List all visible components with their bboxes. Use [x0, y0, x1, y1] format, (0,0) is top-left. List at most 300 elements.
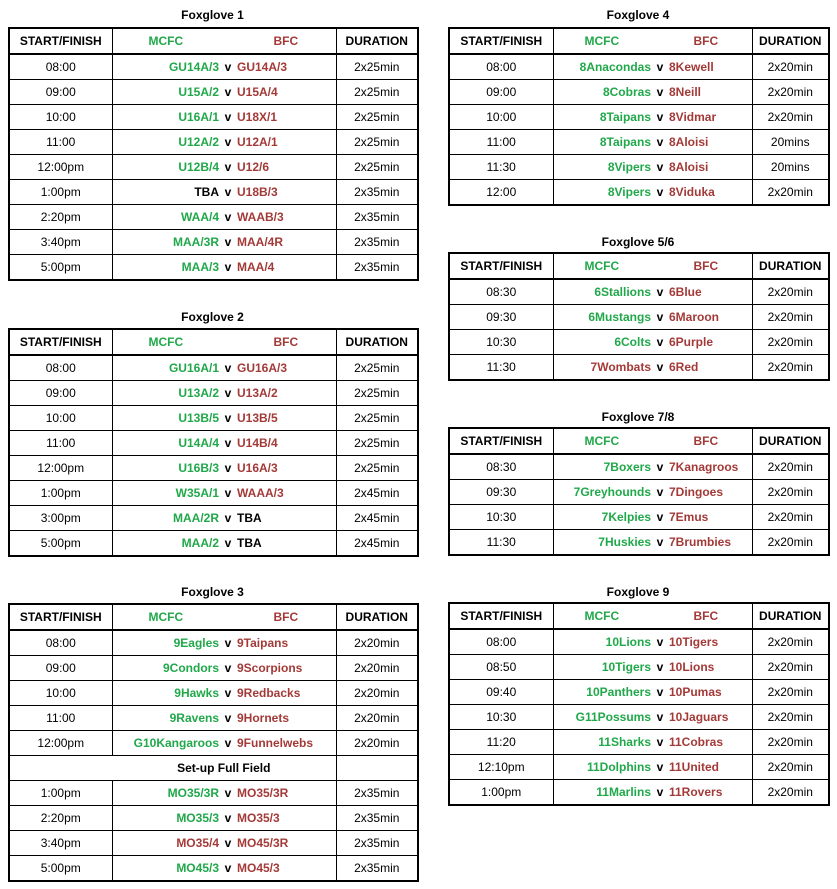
duration-cell: 2x20min — [752, 680, 829, 705]
duration-cell: 2x20min — [752, 180, 829, 206]
home-team: U14A/4 — [178, 436, 219, 450]
table-row — [9, 706, 418, 731]
away-team: MO45/3 — [237, 861, 280, 875]
duration-cell: 2x20min — [752, 355, 829, 381]
home-team: MO35/3 — [176, 811, 219, 825]
home-team: G10Kangaroos — [133, 736, 219, 750]
duration-cell: 2x20min — [752, 454, 829, 480]
time-cell: 10:00 — [9, 681, 112, 706]
match-cell — [553, 305, 752, 330]
table-row — [9, 806, 418, 831]
header-start-finish: START/FINISH — [9, 604, 112, 630]
versus-label: v — [656, 485, 664, 499]
header-home-club: MCFC — [584, 259, 620, 273]
home-team: MAA/2 — [181, 536, 219, 550]
away-team: U18B/3 — [237, 185, 278, 199]
versus-label: v — [656, 85, 664, 99]
table-row — [9, 381, 418, 406]
away-team: 7Brumbies — [669, 535, 732, 549]
duration-cell: 2x20min — [752, 80, 829, 105]
table-row — [9, 230, 418, 255]
home-team: 6Colts — [614, 335, 651, 349]
match-cell — [553, 279, 752, 305]
header-home-club: MCFC — [584, 609, 620, 623]
away-team: 10Pumas — [669, 685, 722, 699]
duration-cell: 2x20min — [336, 630, 418, 656]
table-row — [9, 630, 418, 656]
match-cell — [553, 655, 752, 680]
header-match — [553, 28, 752, 54]
match-cell — [112, 781, 336, 806]
away-team: 10Lions — [669, 660, 715, 674]
table-row — [9, 781, 418, 806]
header-duration: DURATION — [752, 603, 829, 629]
time-cell: 12:00pm — [9, 456, 112, 481]
away-team: 10Tigers — [669, 635, 719, 649]
table-row — [449, 155, 829, 180]
time-cell: 09:30 — [449, 305, 553, 330]
time-cell: 12:10pm — [449, 755, 553, 780]
home-team: 11Marlins — [596, 785, 651, 799]
match-cell — [112, 856, 336, 882]
duration-cell: 2x35min — [336, 781, 418, 806]
versus-label: v — [224, 861, 232, 875]
versus-label: v — [656, 185, 664, 199]
time-cell: 08:00 — [9, 54, 112, 80]
table-row — [449, 530, 829, 556]
duration-cell: 2x25min — [336, 381, 418, 406]
home-team: GU16A/1 — [168, 361, 219, 375]
table-row — [9, 180, 418, 205]
home-team: 9Eagles — [173, 636, 219, 650]
time-cell: 09:40 — [449, 680, 553, 705]
block-title: Foxglove 2 — [181, 310, 244, 324]
match-cell — [112, 230, 336, 255]
match-cell — [553, 54, 752, 80]
table-row — [449, 655, 829, 680]
duration-cell: 2x25min — [336, 456, 418, 481]
match-cell — [553, 130, 752, 155]
home-team: 7Huskies — [598, 535, 651, 549]
versus-label: v — [656, 760, 664, 774]
table-row — [9, 681, 418, 706]
table-row — [9, 130, 418, 155]
home-team: TBA — [194, 185, 219, 199]
duration-cell: 2x20min — [752, 279, 829, 305]
header-match — [553, 253, 752, 279]
home-team: 8Vipers — [607, 185, 651, 199]
match-cell — [553, 530, 752, 556]
block-title: Foxglove 7/8 — [601, 410, 675, 424]
header-start-finish: START/FINISH — [449, 253, 553, 279]
away-team: MO45/3R — [237, 836, 289, 850]
versus-label: v — [224, 135, 232, 149]
time-cell: 08:30 — [449, 279, 553, 305]
duration-cell: 2x25min — [336, 54, 418, 80]
duration-cell: 2x20min — [752, 480, 829, 505]
versus-label: v — [224, 786, 232, 800]
home-team: 7Wombats — [590, 360, 651, 374]
header-start-finish: START/FINISH — [449, 603, 553, 629]
header-start-finish: START/FINISH — [9, 329, 112, 355]
table-row — [449, 780, 829, 806]
versus-label: v — [224, 185, 232, 199]
time-cell: 08:00 — [9, 355, 112, 381]
away-team: GU14A/3 — [237, 60, 288, 74]
note-duration-empty — [336, 756, 418, 781]
match-cell — [112, 105, 336, 130]
header-start-finish: START/FINISH — [449, 28, 553, 54]
away-team: WAAB/3 — [237, 210, 284, 224]
time-cell: 12:00 — [449, 180, 553, 206]
away-team: U16A/3 — [237, 461, 278, 475]
schedule-table — [448, 27, 830, 206]
versus-label: v — [224, 811, 232, 825]
home-team: MAA/3R — [172, 235, 219, 249]
versus-label: v — [224, 636, 232, 650]
home-team: 8Vipers — [607, 160, 651, 174]
away-team: 6Blue — [669, 285, 702, 299]
header-home-club: MCFC — [584, 434, 620, 448]
match-cell — [553, 680, 752, 705]
duration-cell: 2x20min — [752, 505, 829, 530]
table-row — [449, 454, 829, 480]
time-cell: 08:00 — [449, 54, 553, 80]
schedule-table — [448, 602, 830, 806]
match-cell — [112, 656, 336, 681]
home-team: W35A/1 — [175, 486, 219, 500]
away-team: 11United — [669, 760, 720, 774]
time-cell: 1:00pm — [9, 180, 112, 205]
table-row — [9, 656, 418, 681]
block-title: Foxglove 1 — [181, 8, 244, 22]
duration-cell: 2x35min — [336, 180, 418, 205]
time-cell: 1:00pm — [9, 481, 112, 506]
home-team: MO35/3R — [167, 786, 219, 800]
versus-label: v — [656, 510, 664, 524]
time-cell: 11:00 — [9, 431, 112, 456]
duration-cell: 2x20min — [336, 706, 418, 731]
home-team: 6Stallions — [594, 285, 651, 299]
versus-label: v — [656, 685, 664, 699]
time-cell: 5:00pm — [9, 531, 112, 557]
duration-cell: 2x20min — [752, 629, 829, 655]
duration-cell: 2x20min — [752, 330, 829, 355]
header-row — [449, 428, 829, 454]
away-team: 7Emus — [669, 510, 709, 524]
table-row — [449, 629, 829, 655]
away-team: U13A/2 — [237, 386, 278, 400]
table-row — [449, 330, 829, 355]
time-cell: 08:00 — [449, 629, 553, 655]
schedule-table — [8, 27, 419, 281]
schedule-table — [448, 252, 830, 381]
duration-cell: 2x45min — [336, 481, 418, 506]
match-cell — [553, 505, 752, 530]
duration-cell: 2x20min — [752, 54, 829, 80]
duration-cell: 2x20min — [752, 755, 829, 780]
duration-cell: 2x35min — [336, 230, 418, 255]
table-row — [449, 705, 829, 730]
duration-cell: 2x20min — [752, 655, 829, 680]
time-cell: 08:30 — [449, 454, 553, 480]
duration-cell: 2x25min — [336, 355, 418, 381]
header-away-club: BFC — [273, 610, 299, 624]
home-team: MAA/2R — [172, 511, 219, 525]
block-title: Foxglove 9 — [606, 585, 670, 599]
match-cell — [112, 255, 336, 281]
away-team: 9Taipans — [237, 636, 289, 650]
home-team: WAA/4 — [180, 210, 219, 224]
home-team: 6Mustangs — [588, 310, 651, 324]
away-team: TBA — [237, 536, 262, 550]
time-cell: 11:00 — [9, 706, 112, 731]
header-away-club: BFC — [693, 609, 719, 623]
time-cell: 08:50 — [449, 655, 553, 680]
time-cell: 08:00 — [9, 630, 112, 656]
match-cell — [553, 105, 752, 130]
match-cell — [553, 755, 752, 780]
header-duration: DURATION — [336, 28, 418, 54]
header-match — [112, 329, 336, 355]
header-match — [112, 604, 336, 630]
versus-label: v — [224, 836, 232, 850]
time-cell: 10:30 — [449, 505, 553, 530]
away-team: 8Vidmar — [669, 110, 717, 124]
home-team: MO45/3 — [176, 861, 219, 875]
versus-label: v — [656, 535, 664, 549]
duration-cell: 2x20min — [336, 731, 418, 756]
table-row — [449, 755, 829, 780]
home-team: 11Sharks — [598, 735, 651, 749]
match-cell — [112, 481, 336, 506]
versus-label: v — [224, 661, 232, 675]
duration-cell: 2x20min — [752, 730, 829, 755]
away-team: 11Cobras — [669, 735, 724, 749]
table-row — [9, 205, 418, 230]
away-team: 9Scorpions — [237, 661, 303, 675]
header-row — [449, 253, 829, 279]
match-cell — [112, 80, 336, 105]
time-cell: 09:00 — [9, 656, 112, 681]
home-team: U13B/5 — [178, 411, 219, 425]
home-team: 8Cobras — [602, 85, 651, 99]
duration-cell: 2x25min — [336, 130, 418, 155]
time-cell: 11:00 — [9, 130, 112, 155]
away-team: MO35/3R — [237, 786, 289, 800]
versus-label: v — [224, 160, 232, 174]
table-row — [449, 105, 829, 130]
duration-cell: 2x20min — [752, 530, 829, 556]
away-team: 7Kanagroos — [669, 460, 739, 474]
time-cell: 2:20pm — [9, 806, 112, 831]
away-team: 6Purple — [669, 335, 714, 349]
versus-label: v — [224, 361, 232, 375]
duration-cell: 2x25min — [336, 105, 418, 130]
home-team: 10Tigers — [601, 660, 651, 674]
versus-label: v — [656, 710, 664, 724]
versus-label: v — [224, 736, 232, 750]
duration-cell: 2x25min — [336, 406, 418, 431]
note-spacer — [9, 756, 112, 781]
versus-label: v — [224, 210, 232, 224]
duration-cell: 2x35min — [336, 255, 418, 281]
duration-cell: 2x25min — [336, 80, 418, 105]
header-duration: DURATION — [752, 253, 829, 279]
table-row — [449, 480, 829, 505]
duration-cell: 2x20min — [752, 780, 829, 806]
home-team: 7Greyhounds — [573, 485, 651, 499]
time-cell: 10:00 — [449, 105, 553, 130]
versus-label: v — [656, 310, 664, 324]
away-team: MAA/4 — [237, 260, 275, 274]
header-home-club: MCFC — [148, 610, 184, 624]
duration-cell: 20mins — [752, 130, 829, 155]
time-cell: 5:00pm — [9, 255, 112, 281]
away-team: 6Red — [669, 360, 699, 374]
versus-label: v — [224, 536, 232, 550]
time-cell: 5:00pm — [9, 856, 112, 882]
home-team: U16B/3 — [178, 461, 219, 475]
match-cell — [553, 629, 752, 655]
header-away-club: BFC — [693, 434, 719, 448]
away-team: TBA — [237, 511, 262, 525]
table-row — [449, 54, 829, 80]
schedule-table — [8, 328, 419, 557]
match-cell — [112, 506, 336, 531]
time-cell: 09:00 — [9, 80, 112, 105]
away-team: U13B/5 — [237, 411, 278, 425]
match-cell — [112, 54, 336, 80]
home-team: U12A/2 — [178, 135, 219, 149]
match-cell — [112, 706, 336, 731]
table-row — [449, 505, 829, 530]
away-team: 10Jaguars — [669, 710, 729, 724]
duration-cell: 2x45min — [336, 531, 418, 557]
versus-label: v — [224, 260, 232, 274]
time-cell: 09:00 — [9, 381, 112, 406]
versus-label: v — [224, 436, 232, 450]
away-team: U18X/1 — [237, 110, 278, 124]
table-row — [9, 481, 418, 506]
versus-label: v — [224, 486, 232, 500]
time-cell: 1:00pm — [9, 781, 112, 806]
duration-cell: 2x20min — [752, 705, 829, 730]
versus-label: v — [656, 785, 664, 799]
home-team: 7Kelpies — [601, 510, 651, 524]
duration-cell: 2x35min — [336, 806, 418, 831]
match-cell — [112, 681, 336, 706]
home-team: U15A/2 — [178, 85, 219, 99]
home-team: MO35/4 — [176, 836, 219, 850]
time-cell: 1:00pm — [449, 780, 553, 806]
home-team: G11Possums — [575, 710, 651, 724]
time-cell: 3:40pm — [9, 831, 112, 856]
home-team: U12B/4 — [178, 160, 219, 174]
block-title: Foxglove 4 — [606, 8, 670, 22]
time-cell: 09:30 — [449, 480, 553, 505]
table-row — [9, 856, 418, 882]
table-row — [9, 406, 418, 431]
versus-label: v — [656, 360, 664, 374]
time-cell: 12:00pm — [9, 731, 112, 756]
versus-label: v — [224, 60, 232, 74]
match-cell — [553, 480, 752, 505]
table-row — [449, 180, 829, 206]
table-row — [449, 130, 829, 155]
home-team: 9Ravens — [169, 711, 219, 725]
away-team: U12A/1 — [237, 135, 278, 149]
match-cell — [553, 80, 752, 105]
table-row — [9, 155, 418, 180]
duration-cell: 2x20min — [752, 105, 829, 130]
away-team: 11Rovers — [669, 785, 723, 799]
home-team: 9Condors — [162, 661, 219, 675]
match-cell — [112, 355, 336, 381]
duration-cell: 2x45min — [336, 506, 418, 531]
versus-label: v — [656, 110, 664, 124]
away-team: 9Redbacks — [237, 686, 301, 700]
away-team: 8Viduka — [669, 185, 715, 199]
time-cell: 12:00pm — [9, 155, 112, 180]
header-duration: DURATION — [336, 329, 418, 355]
header-row — [9, 604, 418, 630]
away-team: 8Aloisi — [669, 160, 709, 174]
table-row — [9, 54, 418, 80]
versus-label: v — [224, 110, 232, 124]
table-row — [449, 680, 829, 705]
away-team: 9Hornets — [237, 711, 290, 725]
away-team: U14B/4 — [237, 436, 278, 450]
away-team: 9Funnelwebs — [237, 736, 314, 750]
home-team: 7Boxers — [603, 460, 651, 474]
match-cell — [553, 730, 752, 755]
duration-cell: 2x35min — [336, 831, 418, 856]
table-row — [449, 80, 829, 105]
header-match — [553, 603, 752, 629]
duration-cell: 2x25min — [336, 431, 418, 456]
match-cell — [112, 406, 336, 431]
match-cell — [112, 381, 336, 406]
time-cell: 11:00 — [449, 130, 553, 155]
match-cell — [553, 780, 752, 806]
block-title: Foxglove 3 — [181, 585, 244, 599]
match-cell — [112, 831, 336, 856]
match-cell — [112, 130, 336, 155]
match-cell — [553, 180, 752, 206]
table-row — [9, 456, 418, 481]
versus-label: v — [224, 511, 232, 525]
home-team: 11Dolphins — [586, 760, 651, 774]
versus-label: v — [224, 85, 232, 99]
time-cell: 10:00 — [9, 406, 112, 431]
match-cell — [112, 531, 336, 557]
match-cell — [553, 155, 752, 180]
match-cell — [112, 205, 336, 230]
match-cell — [553, 454, 752, 480]
table-row — [9, 255, 418, 281]
versus-label: v — [656, 160, 664, 174]
time-cell: 11:20 — [449, 730, 553, 755]
away-team: U12/6 — [237, 160, 270, 174]
versus-label: v — [224, 235, 232, 249]
schedule-table — [8, 603, 419, 882]
header-away-club: BFC — [273, 34, 299, 48]
match-cell — [112, 630, 336, 656]
match-cell — [112, 180, 336, 205]
header-start-finish: START/FINISH — [9, 28, 112, 54]
duration-cell: 2x20min — [336, 656, 418, 681]
